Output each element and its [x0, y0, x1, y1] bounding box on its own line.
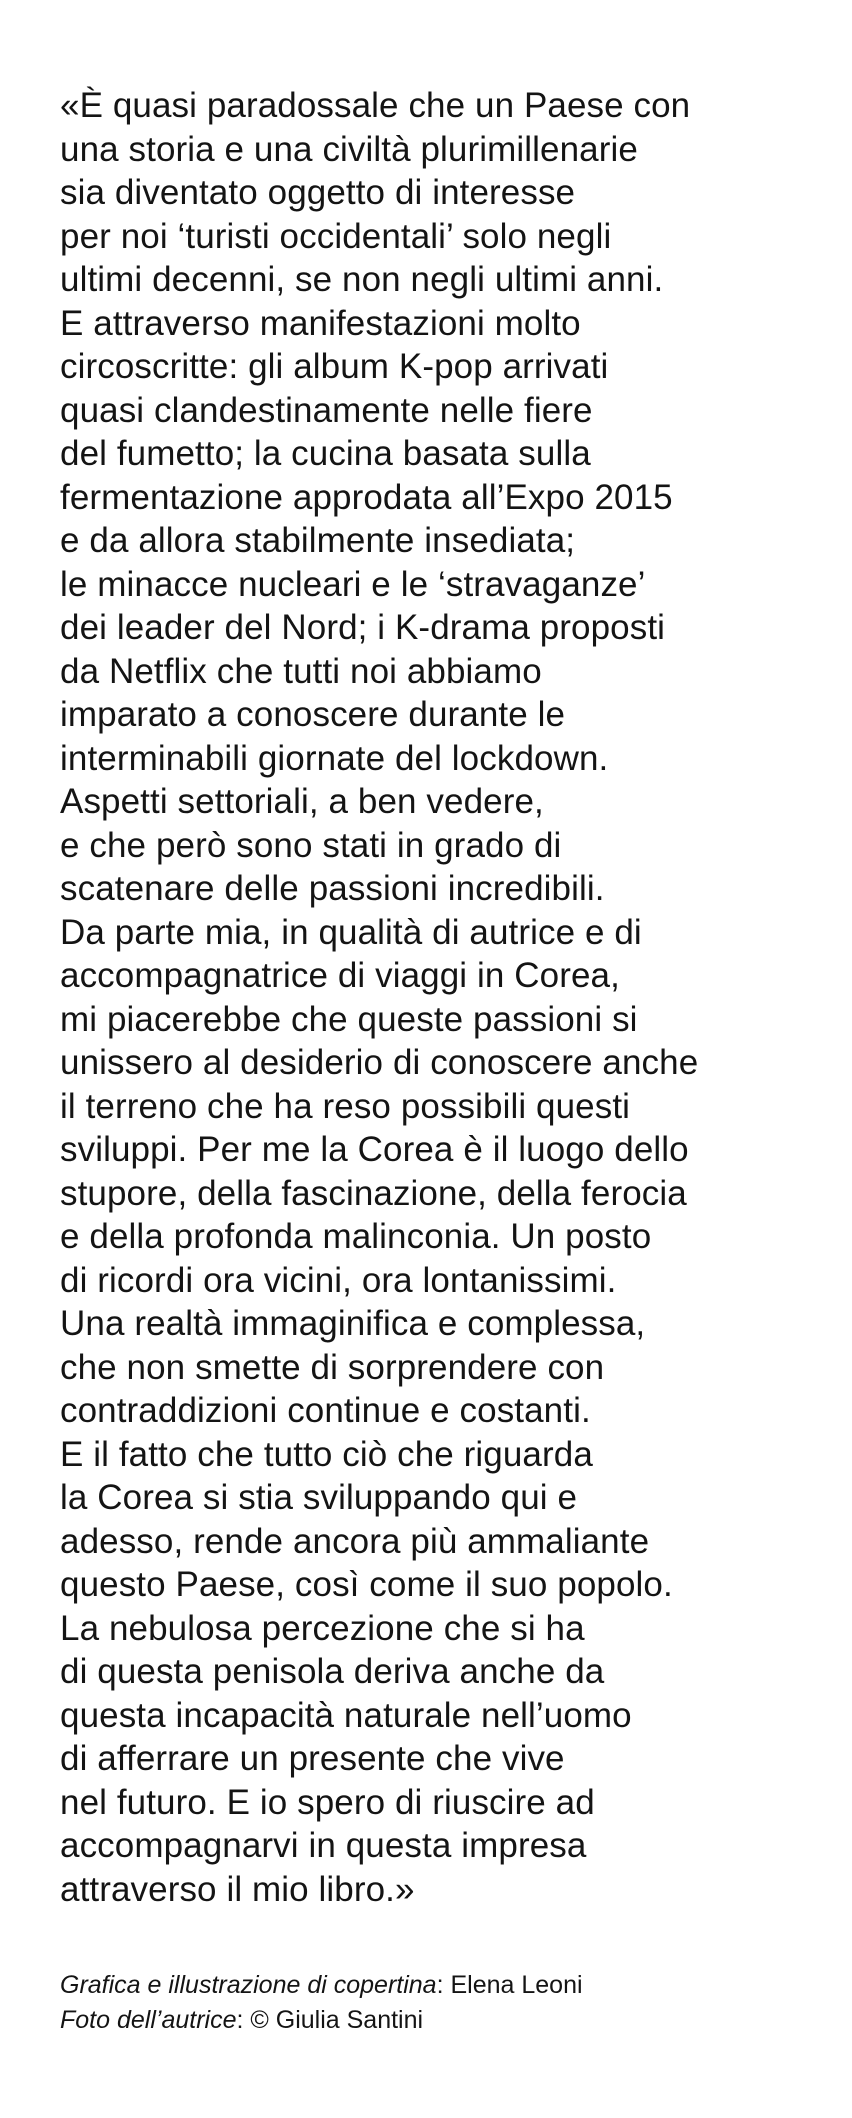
quote-line: interminabili giornate del lockdown.	[60, 738, 609, 778]
quote-line: fermentazione approdata all’Expo 2015	[60, 477, 673, 517]
quote-line: scatenare delle passioni incredibili.	[60, 869, 605, 908]
quote-line: e da allora stabilmente insediata;	[60, 521, 576, 560]
quote-line: Da parte mia, in qualità di autrice e di	[60, 912, 642, 952]
cover-credit-role: Grafica e illustrazione di copertina	[60, 1971, 437, 1999]
photo-credit-name: © Giulia Santini	[250, 2006, 424, 2034]
quote-line: di afferrare un presente che vive	[60, 1739, 565, 1778]
quote-line: mi piacerebbe che queste passioni si	[60, 999, 638, 1039]
cover-credit-name: Elena Leoni	[450, 1971, 583, 1999]
quote-line: sia diventato oggetto di interesse	[60, 173, 576, 212]
quote-line: da Netflix che tutti noi abbiamo	[60, 651, 542, 691]
quote-line: questo Paese, così come il suo popolo.	[60, 1565, 673, 1604]
quote-line: E attraverso manifestazioni molto	[60, 303, 581, 343]
quote-line: accompagnatrice di viaggi in Corea,	[60, 956, 620, 995]
quote-line: sviluppi. Per me la Corea è il luogo dello	[60, 1130, 689, 1169]
quote-line: e che però sono stati in grado di	[60, 825, 562, 865]
quote-line: ultimi decenni, se non negli ultimi anni.	[60, 260, 664, 299]
quote-line: le minacce nucleari e le ‘stravaganze’	[60, 564, 646, 604]
quote-line: accompagnarvi in questa impresa	[60, 1826, 587, 1865]
quote-line: dei leader del Nord; i K-drama proposti	[60, 608, 666, 647]
author-quote	[60, 84, 820, 1911]
photo-credit-separator: :	[236, 2006, 251, 2034]
photo-credit-role: Foto dell’autrice	[60, 2006, 237, 2034]
quote-line: La nebulosa percezione che si ha	[60, 1608, 585, 1648]
quote-line: e della profonda malinconia. Un posto	[60, 1217, 652, 1256]
credits	[60, 1968, 820, 2038]
quote-line: Aspetti settoriali, a ben vedere,	[60, 782, 544, 821]
quote-line: circoscritte: gli album K-pop arrivati	[60, 347, 609, 386]
photo-credit	[60, 2003, 820, 2038]
cover-credit-separator: :	[436, 1971, 451, 1999]
quote-line: contraddizioni continue e costanti.	[60, 1391, 591, 1430]
quote-line: stupore, della fascinazione, della ferocia	[60, 1173, 687, 1213]
quote-line: di questa penisola deriva anche da	[60, 1652, 605, 1691]
quote-line: imparato a conoscere durante le	[60, 695, 566, 734]
quote-line: «È quasi paradossale che un Paese con	[60, 86, 691, 125]
quote-line: nel futuro. E io spero di riuscire ad	[60, 1782, 595, 1822]
cover-credit	[60, 1968, 820, 2003]
quote-line: per noi ‘turisti occidentali’ solo negli	[60, 216, 612, 256]
quote-line: unissero al desiderio di conoscere anche	[60, 1043, 699, 1082]
quote-line: che non smette di sorprendere con	[60, 1347, 605, 1387]
quote-line: di ricordi ora vicini, ora lontanissimi.	[60, 1260, 617, 1300]
quote-line: Una realtà immaginifica e complessa,	[60, 1304, 646, 1343]
quote-line: adesso, rende ancora più ammaliante	[60, 1521, 650, 1561]
quote-line: il terreno che ha reso possibili questi	[60, 1086, 631, 1126]
quote-line: attraverso il mio libro.»	[60, 1869, 415, 1909]
quote-line: la Corea si stia sviluppando qui e	[60, 1478, 578, 1517]
quote-line: quasi clandestinamente nelle fiere	[60, 390, 593, 430]
quote-line: una storia e una civiltà plurimillenarie	[60, 129, 638, 169]
quote-line: questa incapacità naturale nell’uomo	[60, 1695, 632, 1735]
quote-line: del fumetto; la cucina basata sulla	[60, 434, 591, 473]
quote-line: E il fatto che tutto ciò che riguarda	[60, 1434, 593, 1474]
